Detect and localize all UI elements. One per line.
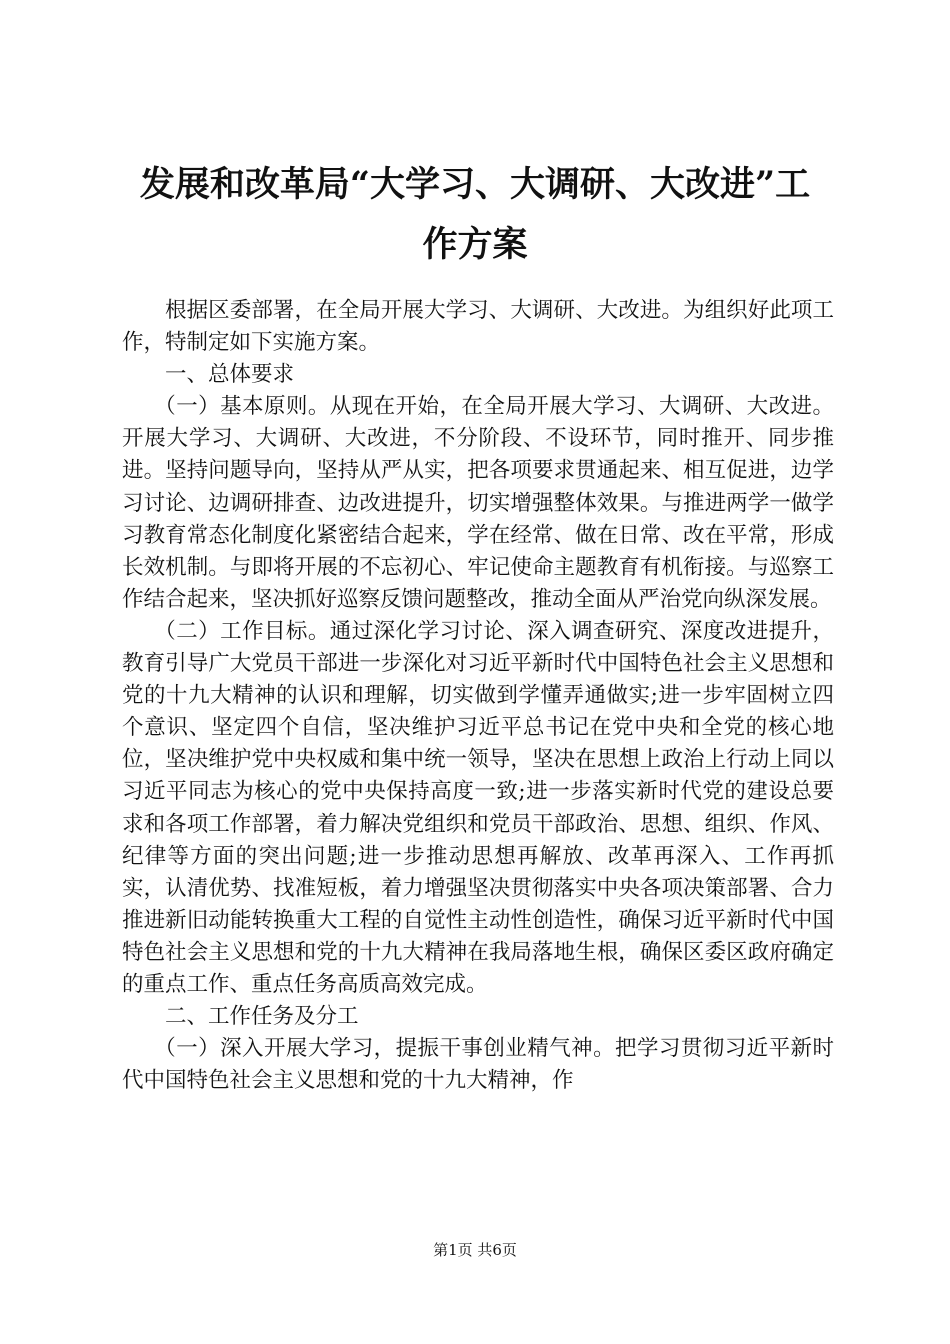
paragraph-deep-study: （一）深入开展大学习，提振干事创业精气神。把学习贯彻习近平新时代中国特色社会主义思想和党的十九大精神，作 (122, 1036, 834, 1094)
paragraph-intro: 根据区委部署，在全局开展大学习、大调研、大改进。为组织好此项工作，特制定如下实施方案。 (122, 298, 834, 356)
document-title-line-1: 发展和改革局“大学习、大调研、大改进”工 (139, 164, 811, 205)
paragraph-basic-principles: （一）基本原则。从现在开始，在全局开展大学习、大调研、大改进。开展大学习、大调研、大改进，不分阶段、不设环节，同时推开、同步推进。坚持问题导向，坚持从严从实，把各项要求贯通起来、相互促进，边学习讨论、边调研排查、边改进提升，切实增强整体效果。与推进两学一做学习教育常态化制度化紧密结合起来，学在经常、做在日常、改在平常，形成长效机制。与即将开展的不忘初心、牢记使命主题教育有机衔接。与巡察工作结合起来，坚决抓好巡察反馈问题整改，推动全面从严治党向纵深发展。 (122, 394, 834, 612)
section-heading-tasks: 二、工作任务及分工 (165, 1004, 359, 1030)
document-title-line-2: 作方案 (422, 224, 528, 265)
page-number-footer: 第1页 共6页 (433, 1241, 517, 1259)
paragraph-work-goals: （二）工作目标。通过深化学习讨论、深入调查研究、深度改进提升，教育引导广大党员干部进一步深化对习近平新时代中国特色社会主义思想和党的十九大精神的认识和理解，切实做到学懂弄通做实;进一步牢固树立四个意识、坚定四个自信，坚决维护习近平总书记在党中央和全党的核心地位，坚决维护党中央权威和集中统一领导，坚决在思想上政治上行动上同以习近平同志为核心的党中央保持高度一致;进一步落实新时代党的建设总要求和各项工作部署，着力解决党组织和党员干部政治、思想、组织、作风、纪律等方面的突出问题;进一步推动思想再解放、改革再深入、工作再抓实，认清优势、找准短板，着力增强坚决贯彻落实中央各项决策部署、合力推进新旧动能转换重大工程的自觉性主动性创造性，确保习近平新时代中国特色社会主义思想和党的十九大精神在我局落地生根，确保区委区政府确定的重点工作、重点任务高质高效完成。 (122, 618, 834, 997)
document-body (122, 295, 834, 1097)
section-heading-general-requirements: 一、总体要求 (165, 362, 295, 388)
